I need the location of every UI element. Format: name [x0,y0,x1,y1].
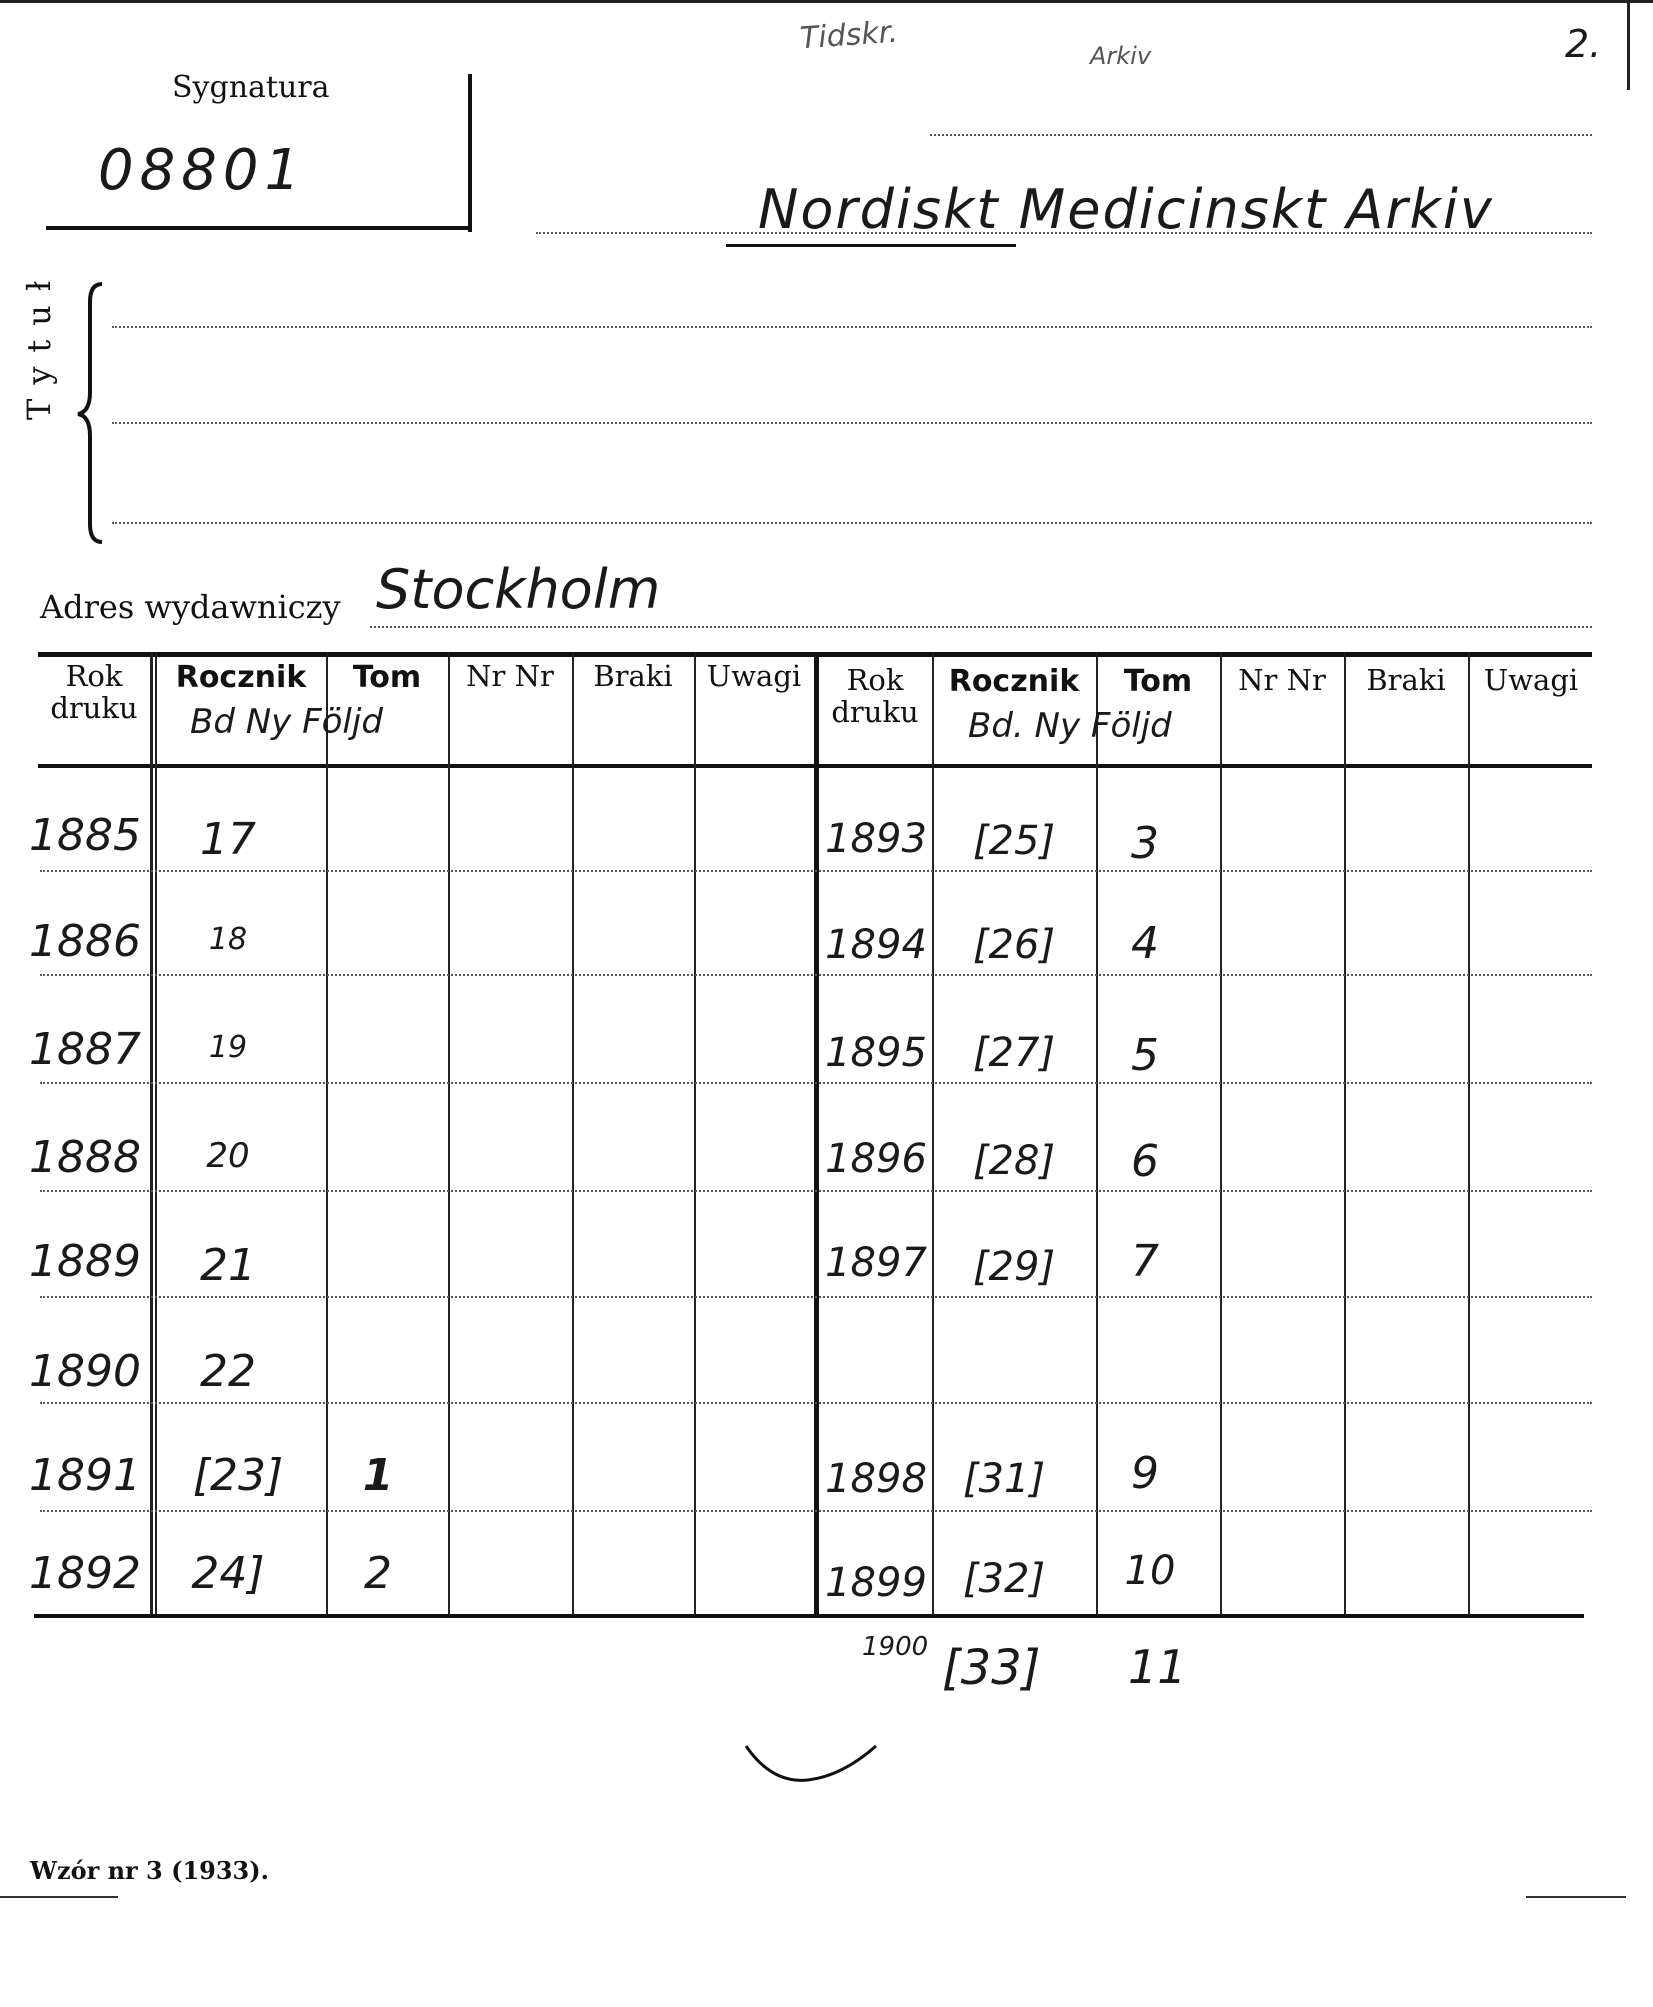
signature-box-bottom [46,226,470,230]
header-nrnr-right: Nr Nr [1238,663,1326,697]
col-sep-left-4 [572,652,574,1614]
header-uwagi-right: Uwagi [1483,663,1579,697]
signature-value: 08801 [98,138,307,203]
header-scribble-right: Arkiv [1090,42,1152,70]
col-sep-right-4 [1344,652,1346,1614]
left-row-6-rok: 1890 [29,1346,141,1397]
header-rok-left: Rok druku [50,659,138,725]
left-row-3-rok: 1887 [29,1024,141,1075]
left-row-8-rok: 1892 [29,1548,141,1599]
header-scribble-left: Tidskr. [798,14,899,57]
row-line-5 [40,1296,1592,1298]
title-line-3 [112,522,1592,524]
left-row-7-rok: 1891 [29,1450,141,1501]
row-line-7 [40,1510,1592,1512]
right-row-7-rok: 1898 [825,1456,927,1502]
table-center-divider [814,652,819,1614]
extra-row-rok: 1900 [862,1632,929,1662]
subheader-left: Bd Ny Följd [190,702,383,742]
right-row-2-rok: 1894 [825,922,927,968]
right-row-2-tom: 4 [1131,918,1159,969]
left-row-1-rocznik: 17 [200,814,256,865]
extra-row-rocznik: [33] [942,1640,1041,1696]
extra-row-tom: 11 [1128,1640,1187,1694]
left-row-3-rocznik: 19 [208,1030,248,1065]
left-row-4-rocznik: 20 [206,1136,250,1176]
row-line-2 [40,974,1592,976]
header-uwagi-left: Uwagi [706,659,802,693]
right-row-4-rocznik: [28] [972,1138,1056,1184]
curved-mark [742,1740,882,1800]
publisher-label: Adres wydawniczy [40,588,341,626]
right-row-8-tom: 10 [1124,1548,1176,1594]
left-row-8-rocznik: 24] [191,1548,265,1599]
col-sep-right-2 [1096,652,1098,1614]
row-line-1 [40,870,1592,872]
col-sep-left-1a [150,652,153,1614]
header-tom-right: Tom [1123,664,1193,699]
row-line-4 [40,1190,1592,1192]
title-line-2 [112,422,1592,424]
title-line-1 [112,326,1592,328]
title-underline [726,244,1016,247]
left-row-1-rok: 1885 [29,810,141,861]
footer-line-right [1526,1896,1626,1898]
right-row-8-rocznik: [32] [962,1556,1046,1602]
left-row-2-rocznik: 18 [208,922,248,957]
publisher-value: Stockholm [376,558,661,621]
title-handwritten: Nordiskt Medicinskt Arkiv [758,178,1494,241]
left-row-5-rok: 1889 [29,1236,141,1287]
right-row-2-rocznik: [26] [972,922,1056,968]
form-label: Wzór nr 3 (1933). [30,1856,269,1885]
col-sep-left-5 [694,652,696,1614]
title-dotted-line-1 [930,134,1592,136]
header-braki-right: Braki [1366,663,1446,697]
left-row-4-rok: 1888 [29,1132,141,1183]
subheader-right: Bd. Ny Följd [968,706,1172,746]
col-sep-left-1b [155,652,157,1614]
right-row-3-tom: 5 [1131,1030,1159,1081]
row-line-3 [40,1082,1592,1084]
right-row-1-rok: 1893 [825,816,927,862]
header-tom-left: Tom [352,660,422,695]
corner-number: 2. [1565,22,1602,66]
right-row-5-rocznik: [29] [972,1244,1056,1290]
header-braki-left: Braki [593,659,673,693]
left-row-7-tom: 1 [362,1450,394,1501]
page-top-edge [0,0,1653,3]
header-rocznik-left: Rocznik [175,660,307,695]
header-nrnr-left: Nr Nr [466,659,554,693]
left-row-2-rok: 1886 [29,916,141,967]
header-rok-right: Rok druku [831,663,919,729]
table-bottom-line [34,1614,1584,1618]
page-right-edge [1627,0,1630,90]
right-row-1-tom: 3 [1131,818,1159,869]
header-rocznik-right: Rocznik [948,664,1080,699]
signature-label: Sygnatura [172,70,330,105]
right-row-8-rok: 1899 [825,1560,927,1606]
col-sep-left-3 [448,652,450,1614]
col-sep-right-3 [1220,652,1222,1614]
left-row-5-rocznik: 21 [200,1240,256,1291]
publisher-line [370,626,1592,628]
right-row-7-tom: 9 [1131,1448,1159,1499]
title-brace [76,282,106,544]
left-row-6-rocznik: 22 [200,1346,256,1397]
row-line-6 [40,1402,1592,1404]
col-sep-right-5 [1468,652,1470,1614]
footer-line-left [0,1896,118,1898]
right-row-4-tom: 6 [1131,1136,1159,1187]
right-row-3-rocznik: [27] [972,1030,1056,1076]
left-row-7-rocznik: [23] [192,1450,284,1501]
right-row-4-rok: 1896 [825,1136,927,1182]
right-row-3-rok: 1895 [825,1030,927,1076]
title-dotted-line-2 [536,232,1592,234]
left-row-8-tom: 2 [364,1548,392,1599]
right-row-5-rok: 1897 [825,1240,927,1286]
right-row-1-rocznik: [25] [972,818,1056,864]
signature-box-right [468,74,472,232]
right-row-7-rocznik: [31] [962,1456,1046,1502]
right-row-5-tom: 7 [1131,1236,1159,1287]
